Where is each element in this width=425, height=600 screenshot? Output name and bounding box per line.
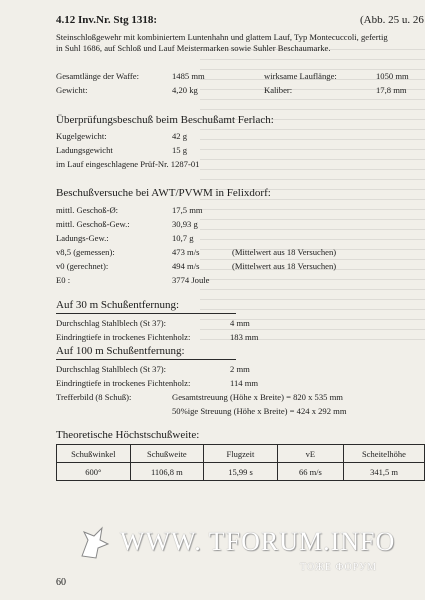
table-row — [57, 463, 425, 481]
table-cell: 600° — [57, 463, 131, 481]
table-cell: 66 m/s — [277, 463, 343, 481]
proof-value: 15 g — [172, 145, 188, 155]
weight-value: 4,20 kg — [172, 85, 198, 95]
page-number: 60 — [56, 577, 66, 588]
test-label: mittl. Geschoß-Gew.: — [56, 219, 130, 229]
test-value: 494 m/s — [172, 261, 200, 271]
test-note: (Mittelwert aus 18 Versuchen) — [232, 247, 337, 257]
max-range-heading: Theoretische Höchstschußweite: — [56, 429, 200, 441]
range100-heading: Auf 100 m Schußentfernung: — [56, 345, 185, 357]
range100-label: Eindringtiefe in trockenes Fichtenholz: — [56, 378, 191, 388]
range100-value: 2 mm — [230, 364, 250, 374]
knight-logo-icon — [74, 522, 116, 564]
divider — [56, 359, 236, 360]
length-value: 1485 mm — [172, 71, 205, 81]
caliber-label: Kaliber: — [264, 85, 293, 95]
table-header-cell: Schußwinkel — [57, 445, 131, 463]
test-label: Ladungs-Gew.: — [56, 233, 109, 243]
intro-line-2: in Suhl 1686, auf Schloß und Lauf Meistermarken sowie Suhler Beschaumarke. — [56, 43, 331, 53]
test-value: 473 m/s — [172, 247, 200, 257]
spread-label: Trefferbild (8 Schuß): — [56, 392, 132, 402]
watermark-text: WWW. TFORUM.INFO — [120, 527, 396, 556]
range30-heading: Auf 30 m Schußentfernung: — [56, 299, 180, 311]
caliber-value: 17,8 mm — [376, 85, 407, 95]
range30-label: Durchschlag Stahlblech (St 37): — [56, 318, 167, 328]
table-header-cell: vE — [277, 445, 343, 463]
proof-label: Ladungsgewicht — [56, 145, 113, 155]
max-range-table — [56, 444, 425, 481]
test-note: (Mittelwert aus 18 Versuchen) — [232, 261, 337, 271]
barrel-value: 1050 mm — [376, 71, 409, 81]
table-cell: 15,99 s — [204, 463, 278, 481]
figure-reference: (Abb. 25 u. 26 — [360, 14, 424, 26]
test-value: 10,7 g — [172, 233, 194, 243]
proof-note: im Lauf eingeschlagene Prüf-Nr. 1287-01 — [56, 159, 200, 169]
test-label: mittl. Geschoß-Ø: — [56, 205, 119, 215]
proof-heading: Überprüfungsbeschuß beim Beschußamt Ferlach: — [56, 114, 274, 126]
table-header-cell: Flugzeit — [204, 445, 278, 463]
table-cell: 1106,8 m — [130, 463, 204, 481]
table-header-cell: Scheitelhöhe — [344, 445, 425, 463]
barrel-label: wirksame Lauflänge: — [264, 71, 337, 81]
watermark-subtext: ТОЖЕ ФОРУМ — [300, 562, 378, 573]
range30-label: Eindringtiefe in trockenes Fichtenholz: — [56, 332, 191, 342]
table-cell: 341,5 m — [344, 463, 425, 481]
test-label: v8,5 (gemessen): — [56, 247, 115, 257]
length-label: Gesamtlänge der Waffe: — [56, 71, 139, 81]
range100-label: Durchschlag Stahlblech (St 37): — [56, 364, 167, 374]
divider — [56, 313, 236, 314]
proof-label: Kugelgewicht: — [56, 131, 107, 141]
test-label: E0 : — [56, 275, 71, 285]
range30-value: 4 mm — [230, 318, 250, 328]
test-value: 3774 Joule — [172, 275, 210, 285]
weight-label: Gewicht: — [56, 85, 88, 95]
range30-value: 183 mm — [230, 332, 259, 342]
intro-line-1: Steinschloßgewehr mit kombiniertem Luntenhahn und glattem Lauf, Typ Montecuccoli, gefertig — [56, 32, 388, 42]
test-value: 30,93 g — [172, 219, 198, 229]
test-label: v0 (gerechnet): — [56, 261, 109, 271]
range100-value: 114 mm — [230, 378, 259, 388]
spread-total: Gesamtstreuung (Höhe x Breite) = 820 x 535 mm — [172, 392, 343, 402]
test-value: 17,5 mm — [172, 205, 203, 215]
spread-half: 50%ige Streuung (Höhe x Breite) = 424 x 292 mm — [172, 406, 347, 416]
tests-heading: Beschußversuche bei AWT/PVWM in Felixdorf: — [56, 187, 271, 199]
table-header-row — [57, 445, 425, 463]
section-title: 4.12 Inv.Nr. Stg 1318: — [56, 14, 158, 26]
proof-value: 42 g — [172, 131, 188, 141]
table-header-cell: Schußweite — [130, 445, 204, 463]
